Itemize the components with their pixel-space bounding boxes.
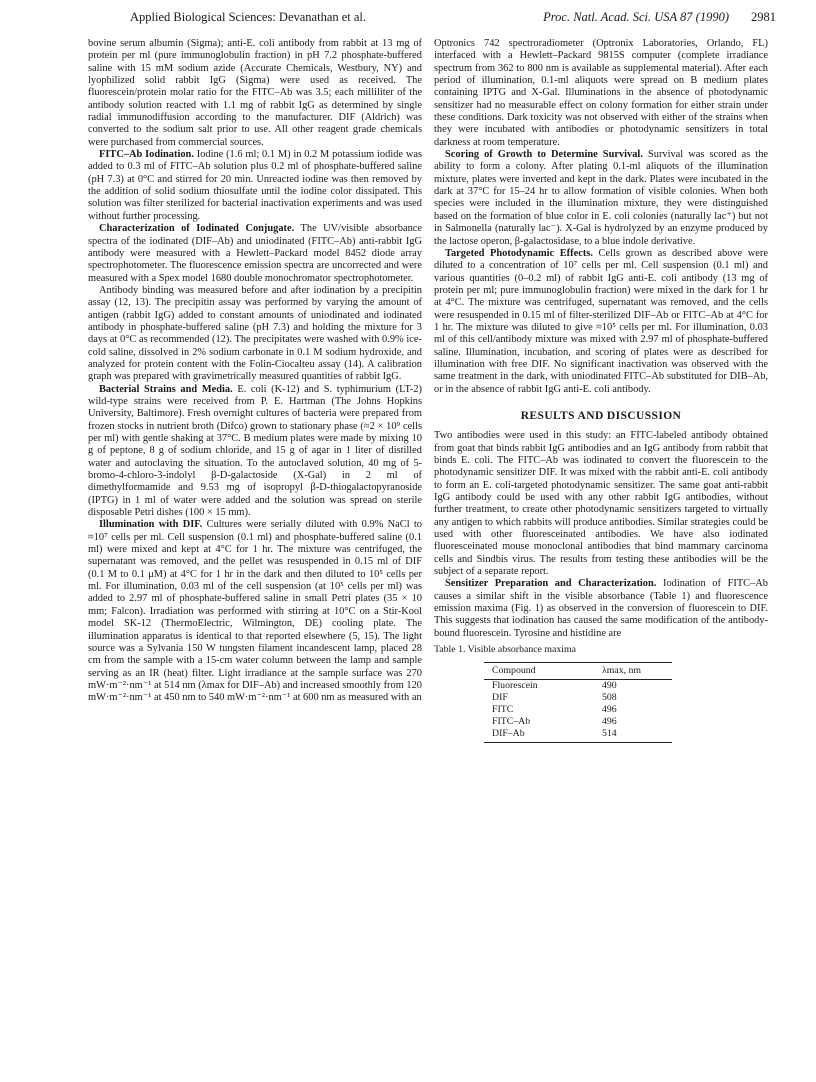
absorbance-table — [484, 662, 672, 743]
table-cell-compound: DIF — [492, 691, 508, 703]
paragraph-body: Iodination of FITC–Ab causes a similar shift in the visible absorbance (Table 1) and fluorescence emission maxima (Fig. 1) as observed in the conversion of fluorescein to DIF. This suggests that iodination has caused the same modification of the antibody-bound fluorescein. Tyrosine and histidine are — [434, 578, 768, 639]
table-cell-compound: DIF–Ab — [484, 728, 602, 743]
section-title: RESULTS AND DISCUSSION — [520, 409, 682, 422]
paragraph-heading: FITC–Ab Iodination. — [99, 149, 194, 161]
paragraph-body: E. coli (K-12) and S. typhimurium (LT-2) wild-type strains were received from P. E. Hartman (The Johns Hopkins University, Baltimore). Fresh overnight cultures of bacteria were prepared from frozen stocks in nutrient broth (Difco) grown to stationary phase (≈2 × 10⁹ cells per ml) with gentle shaking at 37°C. B medium plates were made by mixing 10 g of peptone, 8 g of sodium chloride, and 15 g of agar in 1 liter of distilled water and autoclaving the situation. To the autoclaved solution, 40 mg of 5-bromo-4-chloro-3-indolyl β-D-galactoside (X-Gal) in 2 ml of dimethylformamide and 9.53 mg of isopropyl β-D-thiogalactopyranoside (IPTG) in 1 ml of water were added and the solution was spread on sterile disposable Petri dishes (100 × 15 mm). — [88, 383, 422, 519]
paragraph-body: The UV/visible absorbance spectra of the iodinated (DIF–Ab) and uniodinated (FITC–Ab) anti-rabbit IgG antibody were measured with a Hewlett–Packard model 8452 diode array spectrophotometer. The fluorescence emission spectra are uncorrected and were measured with a Spex model 1680 double monochromator spectrophotometer. — [88, 223, 422, 284]
journal-citation: Proc. Natl. Acad. Sci. USA 87 (1990) — [543, 10, 729, 24]
table-cell-lambda: 514 — [602, 728, 672, 743]
paragraph — [434, 578, 768, 640]
paragraph-body: Cultures were serially diluted with 0.9% NaCl to ≈10⁷ cells per ml. Cell suspension (0.1 ml) and phosphate-buffered saline (0.1 ml) were mixed and kept at 4°C for 1 hr. The mixture was centrifuged, the supernatant was removed, and the pellet was resuspended in 0.15 ml of DIF (0.1 M to 0.1 μM) at 4°C for 1 hr in the dark and then diluted to 10⁵ cells per ml. For illumination, 0.03 ml of the cell suspension (at 10⁵ cells per ml) was added to 2.97 ml of phosphate-buffered saline in small Petri plates (35 × 10 mm; Falcon). Irradiation was performed with stirring at 10°C on a Stir-Kool model SK-12 (ThermoElectric, Wilmington, DE) cooling plate. The illumination apparatus is identical to that reported elsewhere (5, 15). The light source was a Sylvania 150 W tungsten filament incandescent lamp, placed 28 cm from the sample with a 15-cm water column between the lamp and sample serving as an IR (heat) filter. Light irradiance at the sample surface was 270 mW·m⁻²·nm⁻¹ at 514 nm (λmax for DIF–Ab) and increased smoothly from 120 mW·m⁻²·nm⁻¹ at 450 nm to 540 mW·m⁻²·nm⁻¹ at 600 nm as measured with an — [88, 519, 422, 704]
table-row — [484, 692, 672, 704]
paragraph — [88, 149, 422, 223]
paragraph-heading: Targeted Photodynamic Effects. — [445, 247, 593, 259]
page-number: 2981 — [751, 10, 776, 24]
paragraph-body: Iodine (1.6 ml; 0.1 M) in 0.2 M potassium iodide was added to 0.3 ml of FITC–Ab solution plus 0.2 ml of phosphate-buffered saline (pH 7.3) at 0°C and stirred for 20 min. Unreacted iodine was then removed by the addition of solid sodium thiosulfate until the iodine color dissipated. This solution was filter sterilized for bacterial inactivation experiments and was used without further processing. — [88, 149, 422, 222]
header-right — [543, 10, 776, 25]
table-cell-lambda: 496 — [602, 715, 617, 727]
table-header-row — [484, 662, 672, 679]
right-column — [434, 38, 768, 743]
paragraph — [88, 223, 422, 285]
column-header-lambda: λmax, nm — [602, 662, 672, 679]
column-header-compound: Compound — [484, 662, 602, 679]
paragraph — [434, 149, 768, 248]
table-cell-lambda: 496 — [602, 703, 617, 715]
left-column — [88, 38, 422, 705]
paragraph — [88, 384, 422, 520]
table-cell-compound: Fluorescein — [492, 679, 538, 691]
paragraph-heading: Illumination with DIF. — [99, 519, 203, 531]
paragraph-heading: Scoring of Growth to Determine Survival. — [445, 149, 643, 161]
paragraph-heading: Sensitizer Preparation and Characterization. — [445, 578, 657, 590]
table-caption: Table 1. Visible absorbance maxima — [434, 644, 576, 656]
paragraph-heading: Bacterial Strains and Media. — [99, 383, 233, 395]
paragraph: Two antibodies were used in this study: an FITC-labeled antibody obtained from goat that binds rabbit IgG antibodies and an IgG antibody from rabbit that binds E. coli. The FITC–Ab was iodinated to convert the fluorescein to the photodynamic sensitizer DIF. It was mixed with the rabbit anti-E. coli antibody to form an E. coli-targeted photodynamic sensitizer. The same goat anti-rabbit IgG antibody could be used with any other rabbit IgG antibodies, without further treatment, to create other photodynamic sensitizers targeted to virtually any antigen to which rabbits will produce antibodies. Similar strategies could be used with other fluoresceinated antibodies. We have also iodinated fluoresceinated mouse monoclonal antibodies that bind mammary carcinoma cells and Sindbis virus. The results from testing these antibodies will be the subject of a separate report. — [434, 430, 768, 578]
table-cell-lambda: 508 — [602, 691, 617, 703]
table-row — [484, 716, 672, 728]
paragraph-body: Survival was scored as the ability to form a colony. After plating 0.1-ml aliquots of the illumination mixture, plates were inverted and kept in the dark. Plates were incubated in the dark at 37°C for 15–24 hr to allow formation of visible colonies. When both species were included in the illumination mixture, they were distinguished based on the formation of blue color in E. coli colonies (naturally lac⁺) but not in Salmonella (naturally lac⁻). X-Gal is hydrolyzed by an enzyme produced by the lactose operon, β-galactosidase, to a blue indole derivative. — [434, 149, 768, 247]
table-cell-lambda: 490 — [602, 679, 617, 691]
table-row — [484, 679, 672, 692]
paragraph-body: Cells grown as described above were diluted to a concentration of 10⁷ cells per ml. Cell suspension (0.1 ml) and various quantities (0–0.2 ml) of rabbit IgG anti-E. coli antibody (13 mg of protein per ml; pure immunoglobulin fraction) were mixed in the dark for 1 hr at 4°C. The mixture was centrifuged, supernatant was removed, and the cells were resuspended in 0.15 ml of filter-sterilized DIF–Ab or FITC–Ab at 4°C for 1 hr. The mixture was diluted to give ≈10⁵ cells per ml. For illumination, 0.03 ml of this cell/antibody mixture was mixed with 2.97 ml of phosphate-buffered saline. Illumination, incubation, and scoring of plates were as described for illumination with free DIF. No significant inactivation was observed with the same treatment in the dark, with uniodinated FITC–Ab substituted for DIB–Ab, or in the absence of rabbit IgG anti-E. coli antibody. — [434, 247, 768, 395]
running-header — [130, 10, 776, 28]
table-cell-compound: FITC–Ab — [492, 715, 531, 727]
paragraph — [88, 519, 422, 704]
header-left: Applied Biological Sciences: Devanathan et al. — [130, 10, 367, 24]
paragraph — [434, 248, 768, 396]
table-row — [484, 704, 672, 716]
table-cell-compound: FITC — [492, 703, 514, 715]
paragraph-heading: Characterization of Iodinated Conjugate. — [99, 223, 295, 235]
paragraph: Optronics 742 spectroradiometer (Optronix Laboratories, Orlando, FL) interfaced with a Hewlett–Packard 9815S computer (complete irradiance spectrum from 362 to 800 nm is available as supplemental material). After each period of illumination, 0.1-ml aliquots were spread on B medium plates containing IPTG and X-Gal. Illuminations in the absence of photodynamic sensitizer had no measurable effect on colony formation for either strain under these conditions. Dark toxicity was not observed with either of the strains when they were incubated with antibodies or photodynamic sensitizers in total darkness at room temperature. — [434, 38, 768, 148]
paragraph: Antibody binding was measured before and after iodination by a precipitin assay (12, 13). The precipitin assay was performed by varying the amount of antigen (rabbit IgG) added to constant amounts of uniodinated and iodinated antibody in phosphate-buffered saline (pH 7.3) and holding the mixture for 3 days at 0°C as recommended (12). The precipitates were washed with 0.9% ice-cold saline, dissolved in 2% sodium carbonate in 0.1 M sodium hydroxide, and analyzed for protein content with the Folin-Ciocalteu assay (14). A calibration graph was prepared with gravimetrically measured quantities of rabbit IgG. — [88, 284, 422, 383]
paragraph: bovine serum albumin (Sigma); anti-E. coli antibody from rabbit at 13 mg of protein per ml (pure immunoglobulin fraction) in pH 7.2 phosphate-buffered saline with 15 mM sodium azide (Accurate Chemicals, Westbury, NY) and lyophilized solid rabbit IgG (Sigma) were used as received. The fluorescein/protein molar ratio for the FITC–Ab was 3.5; each milliliter of the antibody solution reacted with 1.1 mg of rabbit IgG as determined by single radial immunodiffusion according to the manufacturer. DIF (Aldrich) was converted to the sodium salt prior to use. All other reagent grade chemicals were purchased from commercial sources. — [88, 38, 422, 148]
table-row — [484, 728, 672, 743]
